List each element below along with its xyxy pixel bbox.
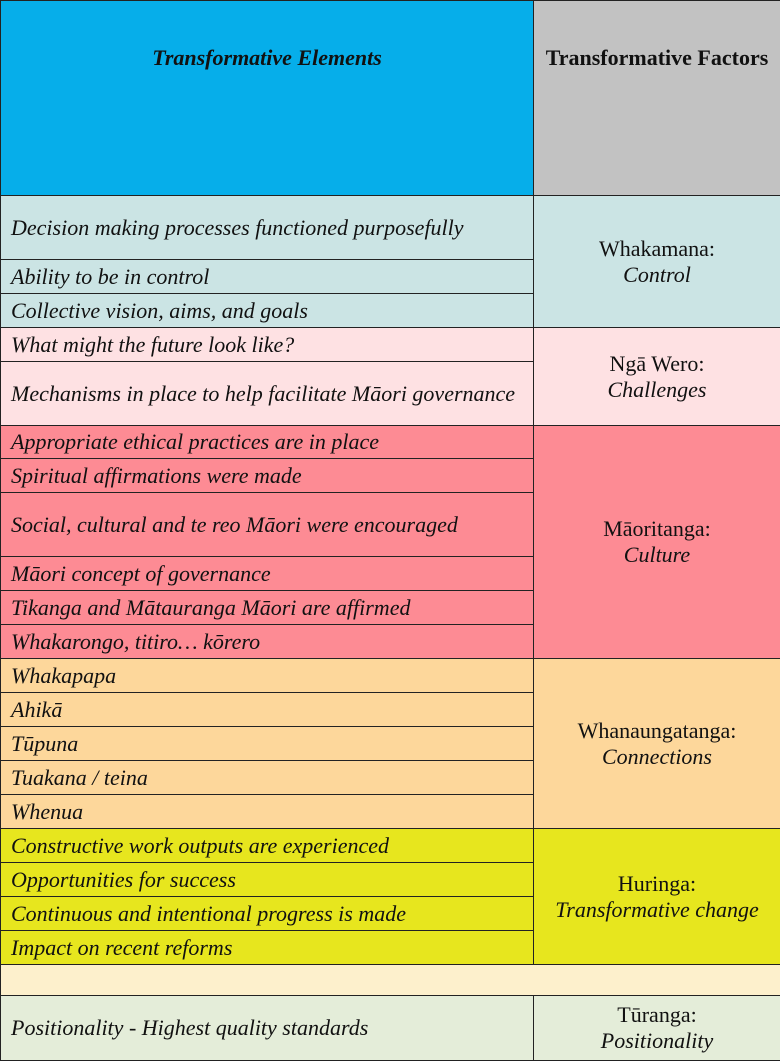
element-cell: Māori concept of governance	[1, 557, 534, 591]
table-row	[1, 426, 780, 459]
spacer-row	[1, 965, 780, 996]
element-cell: Decision making processes functioned purposefully	[1, 196, 534, 260]
element-cell: Positionality - Highest quality standards	[1, 996, 534, 1061]
table-row	[1, 328, 780, 362]
factor-english: Challenges	[540, 377, 774, 403]
element-cell: What might the future look like?	[1, 328, 534, 362]
factor-name: Whanaungatanga:	[540, 718, 774, 744]
element-cell: Opportunities for success	[1, 863, 534, 897]
spacer-cell	[1, 965, 780, 996]
element-cell: Ability to be in control	[1, 260, 534, 294]
header-elements: Transformative Elements	[1, 1, 534, 196]
table-row	[1, 196, 780, 260]
table-row	[1, 659, 780, 693]
element-cell: Continuous and intentional progress is made	[1, 897, 534, 931]
factor-cell-whanaungatanga	[534, 659, 780, 829]
header-factors: Transformative Factors	[534, 1, 780, 196]
factor-english: Control	[540, 262, 774, 288]
element-cell: Appropriate ethical practices are in place	[1, 426, 534, 459]
factor-cell-turanga	[534, 996, 780, 1061]
factor-cell-whakamana	[534, 196, 780, 328]
factor-name: Ngā Wero:	[540, 351, 774, 377]
element-cell: Tuakana / teina	[1, 761, 534, 795]
factor-cell-huringa	[534, 829, 780, 965]
element-cell: Tikanga and Mātauranga Māori are affirmed	[1, 591, 534, 625]
factor-english: Culture	[540, 542, 774, 568]
element-cell: Mechanisms in place to help facilitate Māori governance	[1, 362, 534, 426]
element-cell: Whakapapa	[1, 659, 534, 693]
element-cell: Constructive work outputs are experienced	[1, 829, 534, 863]
factor-name: Tūranga:	[540, 1002, 774, 1028]
table-row	[1, 829, 780, 863]
factor-english: Connections	[540, 744, 774, 770]
factor-cell-nga-wero	[534, 328, 780, 426]
element-cell: Spiritual affirmations were made	[1, 459, 534, 493]
factor-name: Huringa:	[540, 871, 774, 897]
element-cell: Whakarongo, titiro… kōrero	[1, 625, 534, 659]
factor-name: Whakamana:	[540, 236, 774, 262]
element-cell: Impact on recent reforms	[1, 931, 534, 965]
factor-cell-maoritanga	[534, 426, 780, 659]
element-cell: Ahikā	[1, 693, 534, 727]
factor-name: Māoritanga:	[540, 516, 774, 542]
header-row	[1, 1, 780, 196]
element-cell: Whenua	[1, 795, 534, 829]
element-cell: Social, cultural and te reo Māori were encouraged	[1, 493, 534, 557]
factor-english: Transformative change	[540, 897, 774, 923]
element-cell: Collective vision, aims, and goals	[1, 294, 534, 328]
table-row	[1, 996, 780, 1061]
factor-english: Positionality	[540, 1028, 774, 1054]
element-cell: Tūpuna	[1, 727, 534, 761]
